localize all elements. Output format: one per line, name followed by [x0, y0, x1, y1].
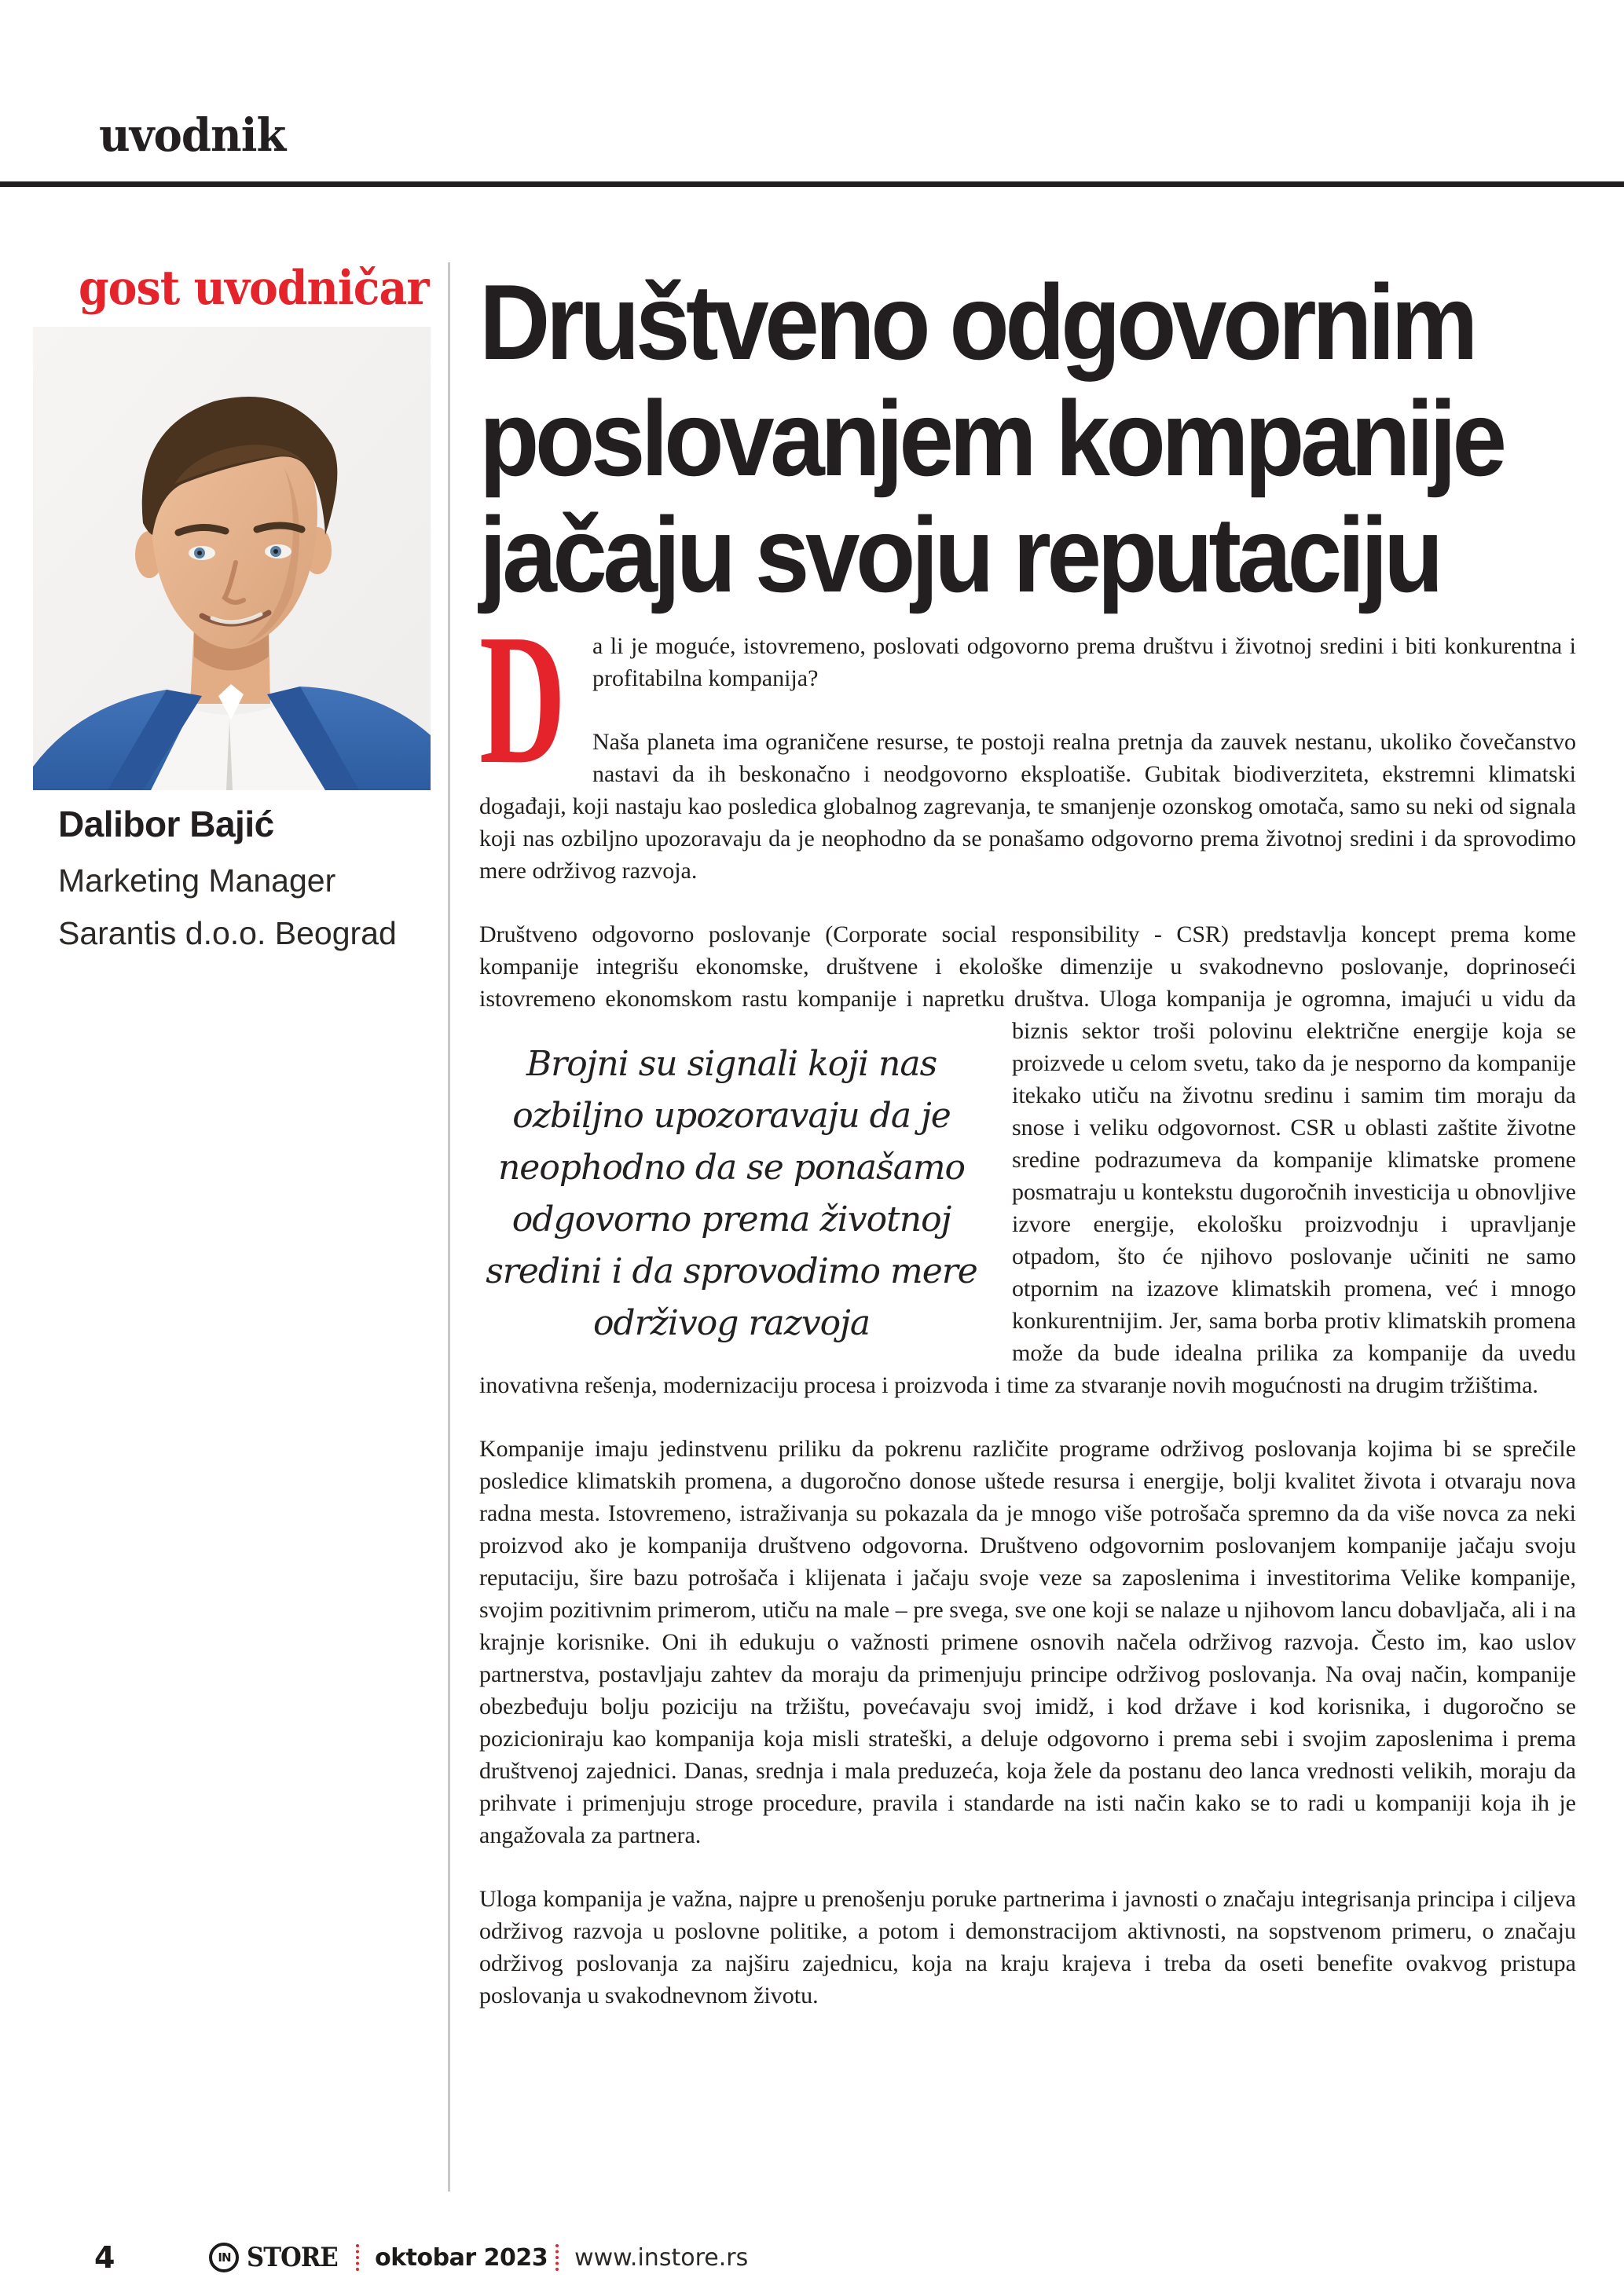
article-title: [479, 262, 1503, 614]
guest-editor-label: gost uvodničar: [79, 261, 429, 316]
instore-logo-text: STORE: [247, 2242, 339, 2273]
paragraph-2: Naša planeta ima ograničene resurse, te postoji realna pretnja da zauvek nestanu, ukoliko čovečanstvo nastavi da ih beskonačno i neodgovorno eksploatiše. Gubitak biodiverziteta, ekstremni klimatski događaji, koji nastaju kao posledica globalnog zagrevanja, te smanjenje ozonskog omotača, samo su neki od signala koji nas ozbiljno upozoravaju da je neophodno da se ponašamo odgovorno prema životnoj sredini i da sprovodimo mere održivog razvoja.: [479, 729, 1576, 884]
author-block: [58, 803, 427, 968]
instore-circle-icon: IN: [209, 2243, 239, 2272]
page-footer: [94, 2240, 748, 2275]
header-rule: [0, 181, 1624, 187]
author-name: Dalibor Bajić: [58, 804, 274, 844]
article-title-line-2: poslovanjem kompanije: [479, 379, 1503, 498]
section-title: uvodnik: [99, 108, 286, 162]
article-title-line-1: Društveno odgovornim: [479, 262, 1474, 382]
portrait-illustration: [33, 327, 431, 790]
instore-logo: [209, 2242, 348, 2273]
pull-quote: Brojni su signali koji nas ozbiljno upozoravaju da je neophodno da se ponašamo odgovorno prema životnoj sredini i da sprovodimo mere održivog razvoja: [486, 1044, 977, 1343]
paragraph-5: Uloga kompanija je važna, najpre u prenošenju poruke partnerima i javnosti o značaju integrisanja principa i ciljeva održivog razvoja u poslovne politike, a potom i demonstracijom aktivnosti, na sopstvenom primeru, o značaju održivog poslovanja za najširu zajednicu, koja na kraju krajeva i treba da oseti benefite ovakvog pristupa poslovanja u svakodnevnom životu.: [479, 1886, 1576, 2009]
paragraph-lead-text: a li je moguće, istovremeno, poslovati odgovorno prema društvu i životnoj sredini i biti konkurentna i profitabilna kompanija?: [592, 633, 1576, 691]
website-link[interactable]: www.instore.rs: [574, 2243, 749, 2272]
article-title-line-3: jačaju svoju reputaciju: [479, 495, 1439, 614]
drop-cap: D: [479, 596, 566, 803]
paragraph-4: Kompanije imaju jedinstvenu priliku da pokrenu različite programe održivog poslovanja kojima bi se sprečile posledice klimatskih promena, a dugoročno donose uštede resursa i energije, bolji kvalitet života i otvaraju nova radna mesta. Istovremeno, istraživanja su pokazala da je mnogo više potrošača spremno da da više novca za neki proizvod ako je kompanija društveno odgovorna. Društveno odgovornim poslovanjem kompanije jačaju svoju reputaciju, šire bazu potrošača i klijenata i jačaju svoje veze sa zaposlenima i investitorima Velike kompanije, svojim pozitivnim primerom, utiču na male – pre svega, sve one koji se nalaze u njihovom lancu dobavljača, ali i na krajnje korisnike. Oni ih edukuju o važnosti primene osnovih načela održivog razvoja. Često im, kao uslov partnerstva, postavljaju zahtev da moraju da primenjuju principe održivog poslovanja. Na ovaj način, kompanije obezbeđuju bolju poziciju na tržištu, povećavaju svoj imidž, i kod države i kod korisnika, i dugoročno se pozicioniraju kao kompanija koja misli strateški, a deluje odgovorno i prema sebi i svojim zaposlenima i prema društvenoj zajednici. Danas, srednja i mala preduzeća, koja žele da postanu deo lanca vrednosti velikih, moraju da prihvate i primenjuju stroge procedure, pravila i standarde na isti način kako se to radi u kompaniji koja ih je angažovala za partnera.: [479, 1436, 1576, 1848]
page-number: 4: [94, 2240, 115, 2275]
column-divider: [448, 262, 450, 2192]
paragraph-3: [479, 918, 1576, 1401]
author-role: Marketing Manager: [58, 862, 336, 899]
author-company: Sarantis d.o.o. Beograd: [58, 915, 397, 951]
footer-dotted-separator-2: [555, 2244, 559, 2271]
footer-dotted-separator: [356, 2244, 359, 2271]
article: [479, 264, 1576, 2012]
paragraph-lead: [479, 596, 1576, 803]
paragraph-3-before-quote: Društveno odgovorno poslovanje (Corporate social responsibility - CSR) predstavlja koncept prema kome kompanije integrišu ekonomske, društvene i ekološke dimenzije u svakodnevno poslovanje, doprinoseći istovremeno ekonomskom rastu kompanije i napretku društva. Uloga kompanija je ogromna, imajući u vidu da biznis sektor troši: [479, 921, 1576, 1044]
author-photo: [33, 327, 431, 790]
article-body: [479, 596, 1576, 2012]
paragraph-3-after-quote: polovinu električne energije koja se proizvede u celom svetu, tako da je nesporno da kompanije itekako utiču na životnu sredinu i samim tim moraju da snose i veliku odgovornost. CSR u oblasti zaštite životne sredine podrazumeva da kompanije klimatske promene posmatraju u kontekstu dugoročnih investicija u obnovljive izvore energije, ekološku proizvodnju i upravljanje otpadom, što će njihovo poslovanje učiniti ne samo otpornim na izazove klimatskih promena, već i mnogo konkurentnijim. Jer, sama borba protiv klimatskih promena može da bude idealna prilika za kompanije da uvedu inovativna rešenja, modernizaciju procesa i proizvoda i time za stvaranje novih mogućnosti na drugim tržištima.: [479, 1018, 1576, 1398]
issue-date: oktobar 2023: [375, 2243, 548, 2272]
